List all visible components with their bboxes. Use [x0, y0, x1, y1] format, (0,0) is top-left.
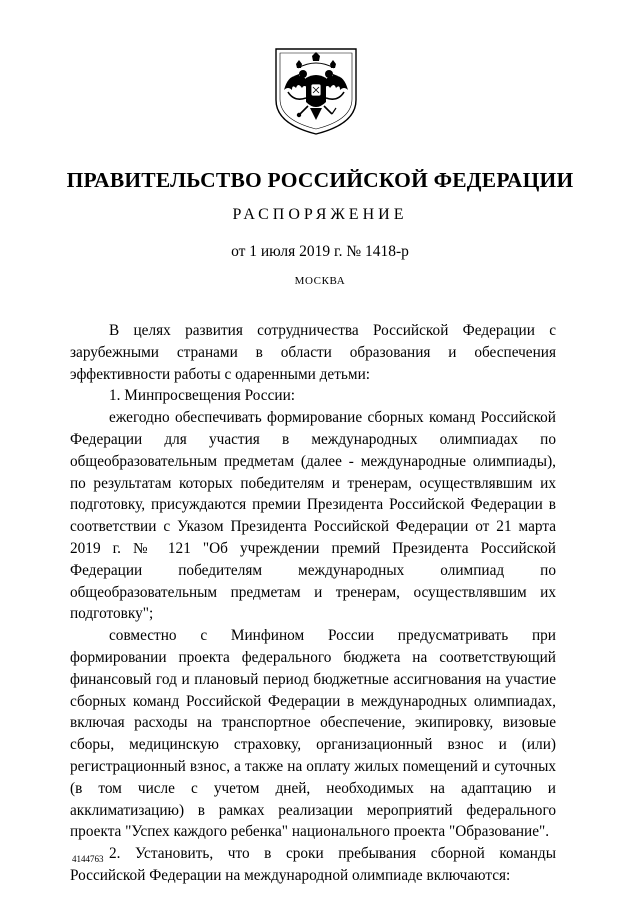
paragraph-item-1-a: ежегодно обеспечивать формирование сборных команд Российской Федерации для участия в международных олимпиадах по общеобразовательным предметам (далее - международные олимпиады), по результатам которых победителям и тренерам, осуществлявшим их подготовку, присуждаются премии Президента Российской Федерации в соответствии с Указом Президента Российской Федерации от 21 марта 2019 г. № 121 "Об учреждении премий Президента Российской Федерации победителям международных олимпиад по общеобразовательным предметам и тренерам, осуществлявшим их подготовку";: [70, 409, 556, 623]
document-code: 4144763: [72, 854, 104, 864]
paragraph-intro: В целях развития сотрудничества Российской Федерации с зарубежными странами в области образования и обеспечения эффективности работы с одаренными детьми:: [70, 322, 556, 383]
document-body: [70, 320, 556, 887]
russian-coat-of-arms-icon: [272, 46, 360, 136]
document-city: МОСКВА: [294, 275, 346, 287]
document-date-number: от 1 июля 2019 г. № 1418-р: [231, 243, 409, 260]
paragraph-item-2: 2. Установить, что в сроки пребывания сборной команды Российской Федерации на международной олимпиаде включаются:: [70, 845, 556, 884]
page-title: ПРАВИТЕЛЬСТВО РОССИЙСКОЙ ФЕДЕРАЦИИ: [66, 168, 574, 192]
paragraph-item-1: 1. Минпросвещения России:: [109, 387, 296, 405]
document-type: РАСПОРЯЖЕНИЕ: [232, 206, 408, 223]
paragraph-item-1-b: совместно с Минфином России предусматривать при формировании проекта федерального бюджета на соответствующий финансовый год и плановый период бюджетные ассигнования на участие сборных команд Российской Федерации в международных олимпиадах, включая расходы на транспортное обеспечение, экипировку, визовые сборы, медицинскую страховку, организационный взнос и (или) регистрационный взнос, а также на оплату жилых помещений и суточных (в том числе с учетом дней, необходимых на адаптацию и акклиматизацию) в рамках реализации мероприятий федерального проекта "Успех каждого ребенка" национального проекта "Образование".: [70, 627, 556, 841]
